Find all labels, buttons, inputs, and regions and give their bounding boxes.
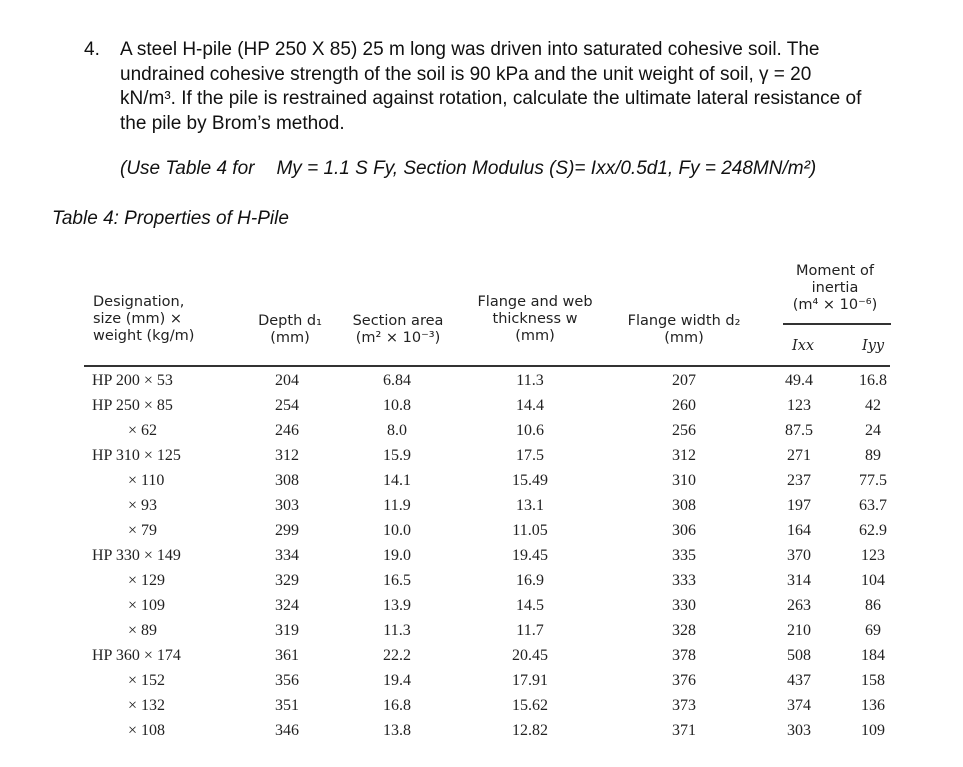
designation-cell: × 132 (128, 697, 166, 714)
thickness-cell: 17.5 (516, 447, 544, 464)
question-line: the pile by Brom’s method. (120, 112, 345, 134)
width-cell: 207 (672, 372, 696, 389)
width-cell: 260 (672, 397, 696, 414)
ixx-cell: 164 (787, 522, 811, 539)
designation-cell: × 110 (128, 472, 165, 489)
designation-cell: × 93 (128, 497, 158, 514)
use-table-note (120, 158, 816, 180)
depth-cell: 324 (275, 597, 299, 614)
depth-cell: 351 (275, 697, 299, 714)
iyy-cell: 89 (865, 447, 881, 464)
width-cell: 310 (672, 472, 696, 489)
iyy-cell: 69 (865, 622, 881, 639)
area-cell: 16.8 (383, 697, 411, 714)
thickness-cell: 15.49 (512, 472, 548, 489)
iyy-cell: 24 (865, 422, 881, 439)
depth-cell: 334 (275, 547, 299, 564)
thickness-cell: 11.3 (516, 372, 544, 389)
width-cell: 376 (672, 672, 696, 689)
iyy-cell: 123 (861, 547, 885, 564)
header-section-area: Section area (m² × 10⁻³) (352, 313, 444, 346)
iyy-cell: 62.9 (859, 522, 887, 539)
width-cell: 306 (672, 522, 696, 539)
area-cell: 6.84 (383, 372, 411, 389)
designation-cell: HP 330 × 149 (92, 547, 181, 564)
question-line: kN/m³. If the pile is restrained against rotation, calculate the ultimate lateral resistance of (120, 88, 862, 109)
question-line: A steel H-pile (HP 250 X 85) 25 m long was driven into saturated cohesive soil. The (120, 39, 820, 60)
designation-cell: HP 200 × 53 (92, 372, 173, 389)
width-cell: 256 (672, 422, 696, 439)
width-cell: 312 (672, 447, 696, 464)
area-cell: 13.8 (383, 722, 411, 739)
ixx-cell: 370 (787, 547, 811, 564)
header-depth: Depth d₁ (mm) (258, 313, 322, 346)
width-cell: 333 (672, 572, 696, 589)
depth-cell: 329 (275, 572, 299, 589)
thickness-cell: 14.4 (516, 397, 544, 414)
thickness-cell: 19.45 (512, 547, 548, 564)
depth-cell: 303 (275, 497, 299, 514)
designation-cell: × 109 (128, 597, 166, 614)
thickness-cell: 16.9 (516, 572, 544, 589)
depth-cell: 312 (275, 447, 299, 464)
area-cell: 8.0 (387, 422, 407, 439)
width-cell: 378 (672, 647, 696, 664)
ixx-cell: 87.5 (785, 422, 813, 439)
depth-cell: 299 (275, 522, 299, 539)
moment-header-rule (783, 323, 891, 325)
ixx-cell: 210 (787, 622, 811, 639)
area-cell: 10.8 (383, 397, 411, 414)
width-cell: 335 (672, 547, 696, 564)
designation-cell: × 62 (128, 422, 158, 439)
depth-cell: 361 (275, 647, 299, 664)
header-iyy: Iyy (862, 338, 885, 354)
header-designation: Designation, size (mm) × weight (kg/m) (93, 294, 195, 344)
thickness-cell: 13.1 (516, 497, 544, 514)
use-table-note-part2: My = 1.1 S Fy, Section Modulus (S)= Ixx/0.5d1, Fy = 248MN/m²) (276, 158, 817, 179)
ixx-cell: 271 (787, 447, 811, 464)
area-cell: 13.9 (383, 597, 411, 614)
ixx-cell: 197 (787, 497, 811, 514)
ixx-cell: 237 (787, 472, 811, 489)
table-caption: Table 4: Properties of H-Pile (52, 208, 289, 229)
designation-cell: HP 250 × 85 (92, 397, 173, 414)
iyy-cell: 16.8 (859, 372, 887, 389)
area-cell: 10.0 (383, 522, 411, 539)
area-cell: 22.2 (383, 647, 411, 664)
ixx-cell: 303 (787, 722, 811, 739)
designation-cell: × 89 (128, 622, 158, 639)
use-table-note-part1: (Use Table 4 for (120, 158, 255, 179)
ixx-cell: 374 (787, 697, 811, 714)
width-cell: 330 (672, 597, 696, 614)
designation-cell: × 79 (128, 522, 158, 539)
thickness-cell: 17.91 (512, 672, 548, 689)
iyy-cell: 158 (861, 672, 885, 689)
area-cell: 14.1 (383, 472, 411, 489)
area-cell: 11.9 (383, 497, 411, 514)
designation-cell: × 152 (128, 672, 166, 689)
depth-cell: 246 (275, 422, 299, 439)
thickness-cell: 15.62 (512, 697, 548, 714)
iyy-cell: 42 (865, 397, 881, 414)
header-moment-of-inertia: Moment of inertia (m⁴ × 10⁻⁶) (792, 263, 878, 313)
designation-cell: HP 360 × 174 (92, 647, 181, 664)
question-text (120, 38, 950, 136)
area-cell: 19.4 (383, 672, 411, 689)
thickness-cell: 14.5 (516, 597, 544, 614)
thickness-cell: 20.45 (512, 647, 548, 664)
width-cell: 308 (672, 497, 696, 514)
ixx-cell: 123 (787, 397, 811, 414)
width-cell: 371 (672, 722, 696, 739)
designation-cell: × 108 (128, 722, 166, 739)
width-cell: 328 (672, 622, 696, 639)
iyy-cell: 104 (861, 572, 885, 589)
ixx-cell: 437 (787, 672, 811, 689)
area-cell: 16.5 (383, 572, 411, 589)
question-line: undrained cohesive strength of the soil is 90 kPa and the unit weight of soil, γ = 20 (120, 63, 812, 85)
width-cell: 373 (672, 697, 696, 714)
iyy-cell: 63.7 (859, 497, 887, 514)
depth-cell: 204 (275, 372, 299, 389)
iyy-cell: 184 (861, 647, 885, 664)
ixx-cell: 263 (787, 597, 811, 614)
depth-cell: 254 (275, 397, 299, 414)
ixx-cell: 508 (787, 647, 811, 664)
thickness-cell: 11.05 (512, 522, 548, 539)
header-rule (84, 365, 890, 367)
ixx-cell: 49.4 (785, 372, 813, 389)
iyy-cell: 86 (865, 597, 881, 614)
depth-cell: 356 (275, 672, 299, 689)
area-cell: 15.9 (383, 447, 411, 464)
iyy-cell: 109 (861, 722, 885, 739)
designation-cell: × 129 (128, 572, 166, 589)
thickness-cell: 11.7 (516, 622, 544, 639)
question-number: 4. (84, 39, 100, 60)
header-flange-width: Flange width d₂ (mm) (627, 313, 741, 346)
ixx-cell: 314 (787, 572, 811, 589)
iyy-cell: 136 (861, 697, 885, 714)
thickness-cell: 10.6 (516, 422, 544, 439)
area-cell: 11.3 (383, 622, 411, 639)
depth-cell: 308 (275, 472, 299, 489)
header-thickness: Flange and web thickness w (mm) (477, 294, 593, 344)
iyy-cell: 77.5 (859, 472, 887, 489)
header-ixx: Ixx (792, 338, 815, 354)
designation-cell: HP 310 × 125 (92, 447, 181, 464)
depth-cell: 346 (275, 722, 299, 739)
thickness-cell: 12.82 (512, 722, 548, 739)
area-cell: 19.0 (383, 547, 411, 564)
depth-cell: 319 (275, 622, 299, 639)
